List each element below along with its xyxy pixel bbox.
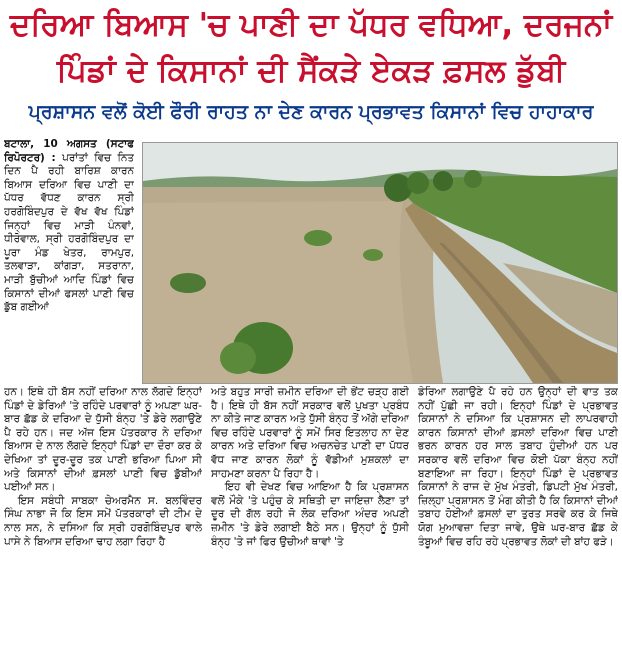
article-paragraph: ਇਸ ਸਬੰਧੀ ਸਾਬਕਾ ਚੇਅਰਮੈਨ ਸ. ਬਲਵਿੰਦਰ ਸਿੰਘ ਨਾਭਾ ਜੋ ਕਿ ਇਸ ਸਮੇਂ ਪੱਤਰਕਾਰਾਂ ਦੀ ਟੀਮ ਦੇ ਨਾਲ ਸਨ, ਨੇ ਦਸਿਆ ਕਿ ਸ੍ਰੀ ਹਰਗੋਬਿੰਦਪੁਰ ਵਾਲੇ ਪਾਸੇ ਨੇ ਬਿਆਸ ਦਰਿਆ ਢਾਹ ਲਗਾ ਰਿਹਾ ਹੈ — [4, 494, 202, 548]
headline-line-2: ਪਿੰਡਾਂ ਦੇ ਕਿਸਾਨਾਂ ਦੀ ਸੈਂਕੜੇ ਏਕੜ ਫ਼ਸਲ ਡੁੱਬੀ — [56, 53, 566, 89]
article-text-intro: ਪਰਾਂਤਾਂ ਵਿਚ ਨਿਤ ਦਿਨ ਪੈ ਰਹੀ ਬਾਰਿਸ਼ ਕਾਰਨ ਬਿਆਸ ਦਰਿਆ ਵਿਚ ਪਾਣੀ ਦਾ ਪੱਧਰ ਵੱਧਣ ਕਾਰਨ ਸ੍ਰੀ ਹਰਗੋਬਿੰਦਪੁਰ ਦੇ ਵੱਖ ਵੱਖ ਪਿੰਡਾਂ ਜਿਨ੍ਹਾਂ ਵਿਚ ਮਾੜੀ ਪੰਨਵਾਂ, ਧੀਰੋਵਾਲ, ਸ੍ਰੀ ਹਰਗੋਬਿੰਦਪੁਰ ਦਾ ਪੂਰਾ ਮੰਡ ਖੇਤਰ, ਰਾਮਪੁਰ, ਤਲਵਾੜਾ, ਕਾਂਗੜਾ, ਸਤਰਾਨਾ, ਮਾੜੀ ਬੁੱਚੀਆਂ ਆਦਿ ਪਿੰਡਾਂ ਵਿਚ ਕਿਸਾਨਾਂ ਦੀਆਂ ਫਸਲਾਂ ਪਾਣੀ ਵਿਚ ਡੁੱਬ ਗਈਆਂ — [4, 151, 134, 314]
article-paragraph: ਅਤੇ ਬਹੁਤ ਸਾਰੀ ਜ਼ਮੀਨ ਦਰਿਆ ਦੀ ਭੇਂਟ ਚੜ੍ਹ ਗਈ ਹੈ। ਇਥੇ ਹੀ ਬੱਸ ਨਹੀਂ ਸਰਕਾਰ ਵਲੋਂ ਪੁਖਤਾ ਪ੍ਰਬੰਧ ਨਾ ਕੀਤੇ ਜਾਣ ਕਾਰਨ ਅਤੇ ਧੁੱਸੀ ਬੰਨ੍ਹ ਤੋਂ ਅੱਗੇ ਦਰਿਆ ਵਿਚ ਰਹਿੰਦੇ ਪਰਵਾਰਾਂ ਨੂੰ ਸਮੇਂ ਸਿਰ ਇਤਲਾਹ ਨਾ ਦੇਣ ਕਾਰਨ ਅਤੇ ਦਰਿਆ ਵਿਚ ਅਚਨਚੇਤ ਪਾਣੀ ਦਾ ਪੱਧਰ ਵੱਧ ਜਾਣ ਕਾਰਨ ਲੋਕਾਂ ਨੂੰ ਵੱਡੀਆਂ ਮੁਸ਼ਕਲਾਂ ਦਾ ਸਾਹਮਣਾ ਕਰਨਾ ਪੈ ਰਿਹਾ ਹੈ। — [211, 386, 409, 480]
dateline: ਬਟਾਲਾ, 10 ਅਗਸਤ (ਸਟਾਫ ਰਿਪੋਰਟਰ) : — [4, 138, 134, 164]
article-paragraph: ਡੇਰਿਆ ਲਗਾਉਣੇ ਪੈ ਰਹੇ ਹਨ ਉਨ੍ਹਾਂ ਦੀ ਵਾਤ ਤਕ ਨਹੀਂ ਪੁੱਛੀ ਜਾ ਰਹੀ। ਇਨ੍ਹਾਂ ਪਿੰਡਾਂ ਦੇ ਪ੍ਰਭਾਵਤ ਕਿਸਾਨਾਂ ਨੇ ਦਸਿਆ ਕਿ ਪ੍ਰਸ਼ਾਸਨ ਦੀ ਲਾਪਰਵਾਹੀ ਕਾਰਨ ਕਿਸਾਨਾਂ ਦੀਆਂ ਫ਼ਸਲਾਂ ਦਰਿਆ ਵਿਚ ਪਾਣੀ ਭਰਨ ਕਾਰਨ ਹਰ ਸਾਲ ਤਬਾਹ ਹੁੰਦੀਆਂ ਹਨ ਪਰ ਸਰਕਾਰ ਵਲੋਂ ਦਰਿਆ ਵਿਚ ਕੋਈ ਪੱਕਾ ਬੰਨ੍ਹ ਨਹੀਂ ਬਣਾਇਆ ਜਾ ਰਿਹਾ। ਇਨ੍ਹਾਂ ਪਿੰਡਾਂ ਦੇ ਪ੍ਰਭਾਵਤ ਕਿਸਾਨਾਂ ਨੇ ਰਾਜ ਦੇ ਮੁੱਖ ਮੰਤਰੀ, ਡਿਪਟੀ ਮੁੱਖ ਮੰਤਰੀ, ਜ਼ਿਲ੍ਹਾ ਪ੍ਰਸ਼ਾਸਨ ਤੋਂ ਮੰਗ ਕੀਤੀ ਹੈ ਕਿ ਕਿਸਾਨਾਂ ਦੀਆਂ ਤਬਾਹ ਹੋਈਆਂ ਫ਼ਸਲਾਂ ਦਾ ਤੁਰਤ ਸਰਵੇ ਕਰ ਕੇ ਜਿਥੇ ਯੋਗ ਮੁਆਵਜ਼ਾ ਦਿਤਾ ਜਾਵੇ, ਉਥੇ ਘਰ-ਬਾਰ ਛੱਡ ਕੇ ਤੰਬੂਆਂ ਵਿਚ ਰਹਿ ਰਹੇ ਪ੍ਰਭਾਵਤ ਲੋਕਾਂ ਦੀ ਬਾਂਹ ਫੜੇ। — [418, 386, 618, 548]
article-column-3 — [418, 386, 618, 652]
article-column-intro — [4, 138, 134, 388]
subheadline: ਪ੍ਰਸ਼ਾਸਨ ਵਲੋਂ ਕੋਈ ਫੌਰੀ ਰਾਹਤ ਨਾ ਦੇਣ ਕਾਰਨ ਪ੍ਰਭਾਵਤ ਕਿਸਾਨਾਂ ਵਿਚ ਹਾਹਾਕਾਰ — [28, 101, 594, 123]
headline-line-1: ਦਰਿਆ ਬਿਆਸ 'ਚ ਪਾਣੀ ਦਾ ਪੱਧਰ ਵਧਿਆ, ਦਰਜਨਾਂ — [9, 7, 613, 43]
headline — [4, 2, 618, 94]
flood-photo — [142, 142, 618, 384]
article-paragraph: ਹਨ। ਇਥੇ ਹੀ ਬੱਸ ਨਹੀਂ ਦਰਿਆ ਨਾਲ ਲੱਗਦੇ ਇਨ੍ਹਾਂ ਪਿੰਡਾਂ ਦੇ ਡੇਰਿਆਂ 'ਤੇ ਰਹਿੰਦੇ ਪਰਵਾਰਾਂ ਨੂੰ ਅਪਣਾ ਘਰ-ਬਾਰ ਛੱਡ ਕੇ ਦਰਿਆ ਦੇ ਧੁੱਸੀ ਬੰਨ੍ਹ 'ਤੇ ਡੇਰੇ ਲਗਾਉਣੇ ਪੈ ਰਹੇ ਹਨ। ਜਦ ਅੱਜ ਇਸ ਪੱਤਰਕਾਰ ਨੇ ਦਰਿਆ ਬਿਆਸ ਦੇ ਨਾਲ ਲੱਗਦੇ ਇਨ੍ਹਾਂ ਪਿੰਡਾਂ ਦਾ ਦੌਰਾ ਕਰ ਕੇ ਦੇਖਿਆ ਤਾਂ ਦੂਰ-ਦੂਰ ਤਕ ਪਾਣੀ ਭਰਿਆ ਪਿਆ ਸੀ ਅਤੇ ਕਿਸਾਨਾਂ ਦੀਆਂ ਫ਼ਸਲਾਂ ਪਾਣੀ ਵਿਚ ਡੁੱਬੀਆਂ ਪਈਆਂ ਸਨ। — [4, 386, 202, 494]
article-column-1 — [4, 386, 202, 652]
article-paragraph: ਇਹ ਵੀ ਦੇਖਣ ਵਿਚ ਆਇਆ ਹੈ ਕਿ ਪ੍ਰਸ਼ਾਸਨ ਵਲੋਂ ਮੌਕੇ 'ਤੇ ਪਹੁੰਚ ਕੇ ਸਥਿਤੀ ਦਾ ਜਾਇਜ਼ਾ ਲੈਣਾ ਤਾਂ ਦੂਰ ਦੀ ਗੱਲ ਰਹੀ ਜੋ ਲੋਕ ਦਰਿਆ ਅੰਦਰ ਅਪਣੀ ਜ਼ਮੀਨ 'ਤੇ ਡੇਰੇ ਲਗਾਈ ਬੈਠੇ ਸਨ। ਉਨ੍ਹਾਂ ਨੂੰ ਧੁੱਸੀ ਬੰਨ੍ਹ 'ਤੇ ਜਾਂ ਫਿਰ ਉਚੀਆਂ ਥਾਵਾਂ 'ਤੇ — [211, 481, 409, 548]
article-column-2 — [211, 386, 409, 652]
